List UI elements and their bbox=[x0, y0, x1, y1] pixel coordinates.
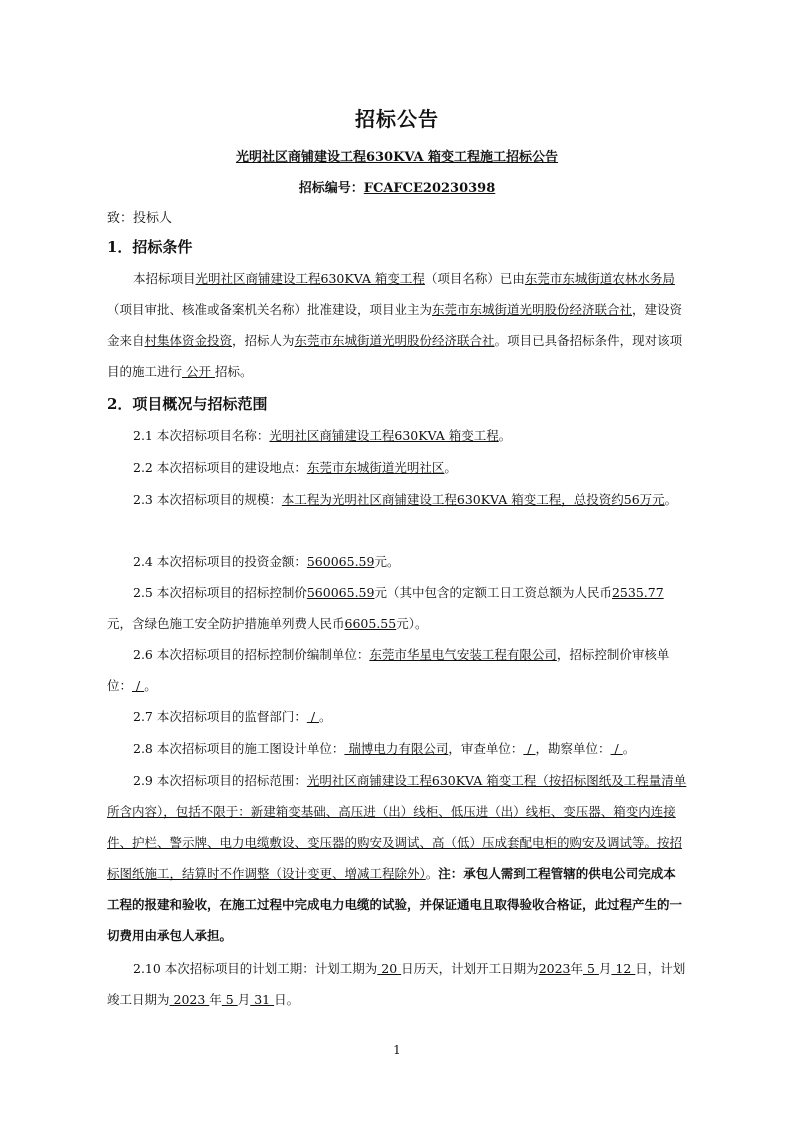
start-year: 2023 bbox=[538, 961, 571, 976]
value: 东莞市华星电气安装工程有限公司 bbox=[369, 647, 557, 662]
text: ，建设资金来自 bbox=[107, 302, 683, 348]
owner: 东莞市东城街道光明股份经济联合社 bbox=[432, 302, 633, 317]
text: （项目名称）已由 bbox=[424, 271, 525, 286]
section-1-paragraph bbox=[107, 263, 687, 387]
item-2-5 bbox=[107, 577, 687, 639]
label: 2.6 本次招标项目的招标控制价编制单位： bbox=[133, 647, 370, 662]
text: 元。 bbox=[374, 554, 400, 569]
bold-note: 注：承包人需到工程管辖的供电公司完成本工程的报建和验收，在施工过程中完成电力电缆的试验，并保证通电且取得验收合格证，此过程产生的一切费用由承包人承担。 bbox=[107, 866, 683, 943]
value: 560065.59 bbox=[306, 554, 375, 569]
text: 年 bbox=[570, 961, 584, 976]
text: （项目审批、核准或备案机关名称）批准建设，项目业主为 bbox=[107, 302, 433, 317]
text: 。 bbox=[664, 492, 678, 507]
text: 日，计划竣工日期为 bbox=[107, 961, 686, 1007]
item-2-3 bbox=[107, 484, 687, 515]
tenderer: 东莞市东城街道光明股份经济联合社 bbox=[294, 333, 495, 348]
green-fee: 6605.55 bbox=[344, 616, 397, 631]
text: ，招标控制价审核单位： bbox=[107, 647, 670, 693]
value: 东莞市东城街道光明社区 bbox=[306, 460, 445, 475]
text: 日历天，计划开工日期为 bbox=[401, 961, 539, 976]
text: 元（其中包含的定额工日工资总额为人民币 bbox=[374, 585, 612, 600]
label: 2.4 本次招标项目的投资金额： bbox=[133, 554, 307, 569]
value: 560065.59 bbox=[306, 585, 375, 600]
approver: 东莞市东城街道农林水务局 bbox=[524, 271, 675, 286]
end-month: 5 bbox=[221, 992, 238, 1007]
item-2-1 bbox=[107, 420, 687, 451]
label: 2.9 本次招标项目的招标范围： bbox=[133, 773, 307, 788]
value: 光明社区商铺建设工程630KVA 箱变工程 bbox=[269, 428, 499, 443]
text: 招标。 bbox=[214, 364, 253, 379]
label: 2.7 本次招标项目的监督部门： bbox=[133, 709, 307, 724]
review-unit: / bbox=[523, 741, 536, 756]
text: 月 bbox=[598, 961, 612, 976]
bid-number-label: 招标编号： bbox=[298, 181, 364, 196]
value: 瑞博电力有限公司 bbox=[344, 741, 449, 756]
value: 光明社区商铺建设工程630KVA 箱变工程（按招标图纸及工程量清单所含内容），包括不限于：新建箱变基础、高压进（出）线柜、低压进（出）线柜、变压器、箱变内连接件、护栏、警示牌、电力电缆敷设、变压器的购安及调试、高（低）压成套配电柜的购安及调试等。按招标图纸施工，结算时不作调整（设计变更、增减工程除外） bbox=[107, 773, 687, 881]
value: 本工程为光明社区商铺建设工程630KVA 箱变工程，总投资约56万元 bbox=[281, 492, 665, 507]
text: 。 bbox=[144, 678, 157, 693]
text: 。 bbox=[425, 866, 439, 881]
text: 。 bbox=[498, 428, 512, 443]
review-unit: / bbox=[132, 678, 145, 693]
label: 2.10 本次招标项目的计划工期：计划工期为 bbox=[133, 961, 378, 976]
notice-subtitle bbox=[0, 146, 794, 165]
bid-number bbox=[0, 177, 794, 196]
survey-unit: / bbox=[610, 741, 623, 756]
section-2-heading: 2．项目概况与招标范围 bbox=[107, 395, 268, 413]
end-day: 31 bbox=[250, 992, 275, 1007]
days: 20 bbox=[377, 961, 402, 976]
subtitle-text: 光明社区商铺建设工程630KVA 箱变工程施工招标公告 bbox=[235, 150, 559, 165]
text: ，勘察单位： bbox=[535, 741, 611, 756]
wage-total: 2535.77 bbox=[611, 585, 664, 600]
text: ，审查单位： bbox=[448, 741, 524, 756]
text: ，招标人为 bbox=[232, 333, 295, 348]
text: 日。 bbox=[274, 992, 300, 1007]
text: 。 bbox=[622, 741, 636, 756]
bid-number-value: FCAFCE20230398 bbox=[363, 181, 496, 196]
text: 。项目已具备招标条件，现对该项目的施工进行 bbox=[107, 333, 683, 379]
text: 。 bbox=[444, 460, 457, 475]
text: 年 bbox=[209, 992, 222, 1007]
label: 2.3 本次招标项目的规模： bbox=[133, 492, 282, 507]
text: 。 bbox=[319, 709, 332, 724]
label: 2.2 本次招标项目的建设地点： bbox=[133, 460, 307, 475]
item-2-2 bbox=[107, 452, 687, 483]
fund-source: 村集体资金投资 bbox=[144, 333, 233, 348]
label: 2.1 本次招标项目名称： bbox=[133, 428, 270, 443]
text: 月 bbox=[237, 992, 251, 1007]
label: 2.5 本次招标项目的招标控制价 bbox=[133, 585, 307, 600]
section-1-heading: 1．招标条件 bbox=[107, 238, 193, 256]
text: 元）。 bbox=[396, 616, 428, 631]
page-title: 招标公告 bbox=[355, 107, 439, 131]
project-name: 光明社区商铺建设工程630KVA 箱变工程 bbox=[195, 271, 425, 286]
page-number: 1 bbox=[393, 1043, 401, 1057]
end-year: 2023 bbox=[169, 992, 210, 1007]
text: 元，含绿色施工安全防护措施单列费人民币 bbox=[107, 616, 345, 631]
item-2-9 bbox=[107, 765, 687, 951]
bid-method: 公开 bbox=[182, 364, 215, 379]
item-2-4 bbox=[107, 546, 687, 577]
label: 2.8 本次招标项目的施工图设计单位： bbox=[133, 741, 345, 756]
start-day: 12 bbox=[611, 961, 636, 976]
start-month: 5 bbox=[583, 961, 599, 976]
item-2-6 bbox=[107, 639, 687, 701]
text: 本招标项目 bbox=[133, 271, 196, 286]
salutation: 致：投标人 bbox=[107, 211, 173, 226]
item-2-10 bbox=[107, 953, 687, 1015]
item-2-7 bbox=[107, 701, 687, 732]
item-2-8 bbox=[107, 733, 687, 764]
value: / bbox=[306, 709, 320, 724]
